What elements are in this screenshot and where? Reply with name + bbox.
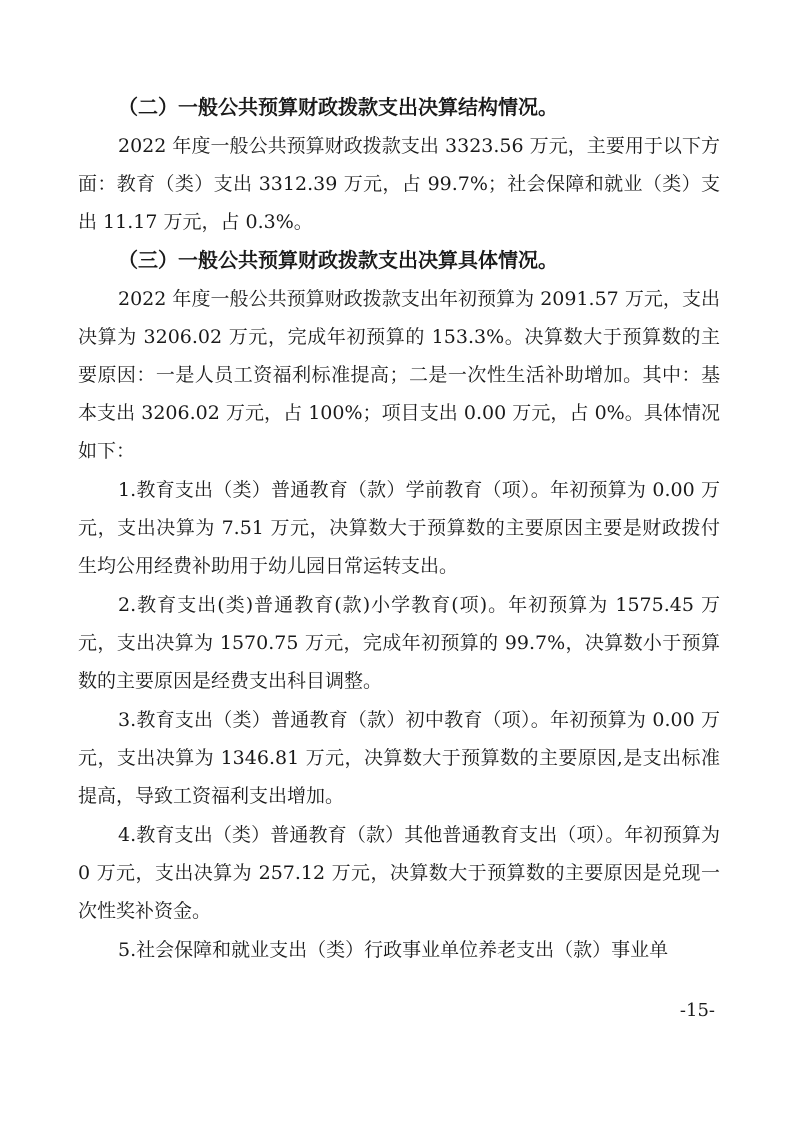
paragraph-item-4-other: 4.教育支出（类）普通教育（款）其他普通教育支出（项）。年初预算为 0 万元，支出决算为 257.12 万元，决算数大于预算数的主要原因是兑现一次性奖补资金。: [78, 824, 720, 922]
paragraph-item-5-social-security: 5.社会保障和就业支出（类）行政事业单位养老支出（款）事业单: [118, 939, 669, 961]
page-content: [78, 88, 720, 969]
paragraph-item-1-preschool: 1.教育支出（类）普通教育（款）学前教育（项）。年初预算为 0.00 万元，支出决算为 7.51 万元，决算数大于预算数的主要原因主要是财政拨付生均公用经费补助用于幼儿园日常运转支出。: [78, 479, 720, 577]
paragraph-item-3-junior: 3.教育支出（类）普通教育（款）初中教育（项）。年初预算为 0.00 万元，支出决算为 1346.81 万元，决算数大于预算数的主要原因,是支出标准提高，导致工资福利支出增加。: [78, 709, 720, 807]
paragraph-item-2-primary: 2.教育支出(类)普通教育(款)小学教育(项)。年初预算为 1575.45 万元，支出决算为 1570.75 万元，完成年初预算的 99.7%，决算数小于预算数的主要原因是经费支出科目调整。: [78, 594, 720, 692]
section-heading-2: （二）一般公共预算财政拨款支出决算结构情况。: [118, 95, 558, 119]
section-heading-3: （三）一般公共预算财政拨款支出决算具体情况。: [118, 248, 558, 272]
paragraph-expenditure-structure: 2022 年度一般公共预算财政拨款支出 3323.56 万元，主要用于以下方面：教育（类）支出 3312.39 万元，占 99.7%；社会保障和就业（类）支出 11.17 万元，占 0.3%。: [78, 135, 720, 233]
paragraph-expenditure-overview: 2022 年度一般公共预算财政拨款支出年初预算为 2091.57 万元，支出决算为 3206.02 万元，完成年初预算的 153.3%。决算数大于预算数的主要原因：一是人员工资福利标准提高；二是一次性生活补助增加。其中：基本支出 3206.02 万元，占 100%；项目支出 0.00 万元，占 0%。具体情况如下：: [78, 288, 720, 462]
page-number: -15-: [679, 1000, 715, 1021]
